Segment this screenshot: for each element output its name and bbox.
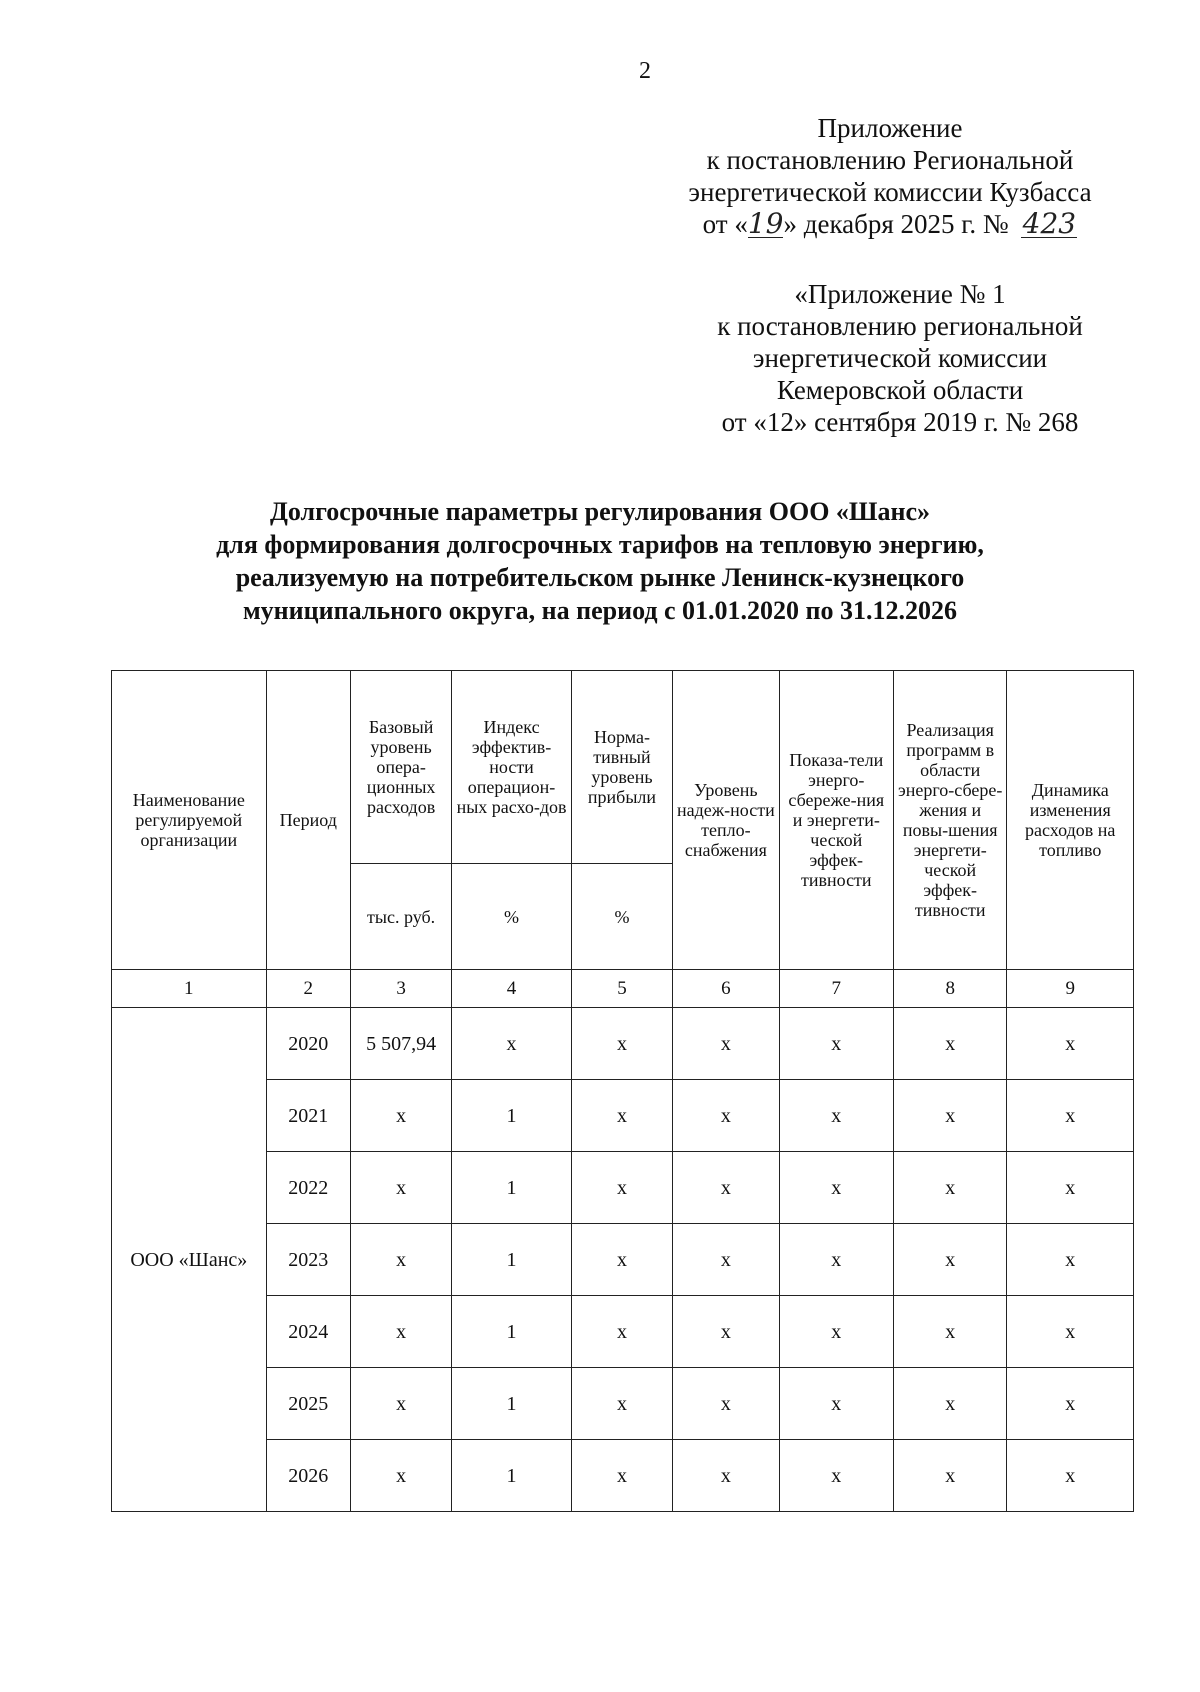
date-middle: » декабря 2025 г. № (783, 209, 1009, 239)
unit-base-opex: тыс. руб. (350, 864, 451, 970)
appendix-original (690, 278, 1110, 438)
value-cell: x (894, 1152, 1007, 1224)
value-cell: x (350, 1296, 451, 1368)
value-cell: x (571, 1008, 672, 1080)
period-cell: 2026 (266, 1440, 350, 1512)
value-cell: x (571, 1080, 672, 1152)
value-cell: x (571, 1224, 672, 1296)
value-cell: x (350, 1152, 451, 1224)
column-number: 3 (350, 970, 451, 1008)
column-number: 1 (112, 970, 267, 1008)
appendix-original-line2: к постановлению региональной (717, 311, 1083, 341)
value-cell: x (1007, 1224, 1134, 1296)
value-cell: x (779, 1080, 893, 1152)
organization-cell: ООО «Шанс» (112, 1008, 267, 1512)
value-cell: x (779, 1368, 893, 1440)
column-number: 5 (571, 970, 672, 1008)
value-cell: x (673, 1296, 779, 1368)
header-period: Период (266, 671, 350, 970)
title-line1: Долгосрочные параметры регулирования ООО «Шанс» (270, 497, 930, 526)
header-energy-saving: Показа-тели энерго-сбереже-ния и энергети-ческой эффек-тивности (779, 671, 893, 970)
column-number: 7 (779, 970, 893, 1008)
value-cell: x (673, 1008, 779, 1080)
value-cell: x (779, 1224, 893, 1296)
column-number: 4 (452, 970, 571, 1008)
column-numbers-row (112, 970, 1134, 1008)
header-programs: Реализация программ в области энерго-сбере-жения и повы-шения энергети-ческой эффек-тивности (894, 671, 1007, 970)
appendix-original-line5: от «12» сентября 2019 г. № 268 (721, 407, 1079, 437)
period-cell: 2023 (266, 1224, 350, 1296)
value-cell: x (894, 1080, 1007, 1152)
table-row (112, 1008, 1134, 1080)
header-base-opex: Базовый уровень опера-ционных расходов (350, 671, 451, 864)
header-fuel-dynamics: Динамика изменения расходов на топливо (1007, 671, 1134, 970)
parameters-table (111, 670, 1134, 1512)
value-cell: x (894, 1224, 1007, 1296)
value-cell: x (779, 1440, 893, 1512)
value-cell: x (571, 1296, 672, 1368)
value-cell: 5 507,94 (350, 1008, 451, 1080)
date-prefix: от « (702, 209, 748, 239)
value-cell: 1 (452, 1296, 571, 1368)
value-cell: x (350, 1080, 451, 1152)
column-number: 8 (894, 970, 1007, 1008)
value-cell: x (1007, 1080, 1134, 1152)
value-cell: 1 (452, 1440, 571, 1512)
appendix-current-line1: Приложение (817, 113, 963, 143)
appendix-original-line4: Кемеровской области (776, 375, 1024, 405)
unit-normative-profit: % (571, 864, 672, 970)
header-efficiency-index: Индекс эффектив-ности операцион-ных расхо-дов (452, 671, 571, 864)
value-cell: x (1007, 1440, 1134, 1512)
value-cell: x (571, 1368, 672, 1440)
value-cell: x (894, 1008, 1007, 1080)
handwritten-day: 19 (747, 207, 784, 240)
value-cell: x (350, 1440, 451, 1512)
value-cell: x (673, 1368, 779, 1440)
appendix-current-line3: энергетической комиссии Кузбасса (688, 177, 1092, 207)
appendix-current (680, 112, 1100, 240)
value-cell: x (779, 1152, 893, 1224)
value-cell: x (1007, 1368, 1134, 1440)
value-cell: x (779, 1008, 893, 1080)
column-number: 6 (673, 970, 779, 1008)
unit-efficiency-index: % (452, 864, 571, 970)
period-cell: 2020 (266, 1008, 350, 1080)
value-cell: 1 (452, 1152, 571, 1224)
value-cell: x (894, 1296, 1007, 1368)
page-number: 2 (639, 58, 651, 84)
value-cell: 1 (452, 1224, 571, 1296)
header-reliability: Уровень надеж-ности тепло-снабжения (673, 671, 779, 970)
value-cell: x (571, 1440, 672, 1512)
title-line4: муниципального округа, на период с 01.01.2020 по 31.12.2026 (242, 596, 958, 625)
value-cell: x (350, 1368, 451, 1440)
value-cell: x (673, 1440, 779, 1512)
value-cell: x (673, 1152, 779, 1224)
appendix-original-line3: энергетической комиссии (752, 343, 1048, 373)
period-cell: 2025 (266, 1368, 350, 1440)
appendix-original-line1: «Приложение № 1 (794, 279, 1006, 309)
appendix-current-date (680, 208, 1100, 240)
value-cell: x (894, 1368, 1007, 1440)
value-cell: 1 (452, 1080, 571, 1152)
value-cell: x (673, 1224, 779, 1296)
title-line2: для формирования долгосрочных тарифов на тепловую энергию, (216, 530, 984, 559)
period-cell: 2024 (266, 1296, 350, 1368)
period-cell: 2022 (266, 1152, 350, 1224)
value-cell: x (779, 1296, 893, 1368)
value-cell: x (673, 1080, 779, 1152)
value-cell: x (1007, 1152, 1134, 1224)
document-title (150, 495, 1050, 627)
value-cell: x (571, 1152, 672, 1224)
value-cell: x (1007, 1008, 1134, 1080)
period-cell: 2021 (266, 1080, 350, 1152)
column-number: 2 (266, 970, 350, 1008)
value-cell: x (894, 1440, 1007, 1512)
column-number: 9 (1007, 970, 1134, 1008)
value-cell: x (1007, 1296, 1134, 1368)
header-normative-profit: Норма-тивный уровень прибыли (571, 671, 672, 864)
value-cell: x (350, 1224, 451, 1296)
title-line3: реализуемую на потребительском рынке Ленинск-кузнецкого (235, 563, 965, 592)
value-cell: x (452, 1008, 571, 1080)
value-cell: 1 (452, 1368, 571, 1440)
header-org: Наименование регулируемой организации (112, 671, 267, 970)
handwritten-number: 423 (1022, 207, 1077, 240)
appendix-current-line2: к постановлению Региональной (706, 145, 1074, 175)
